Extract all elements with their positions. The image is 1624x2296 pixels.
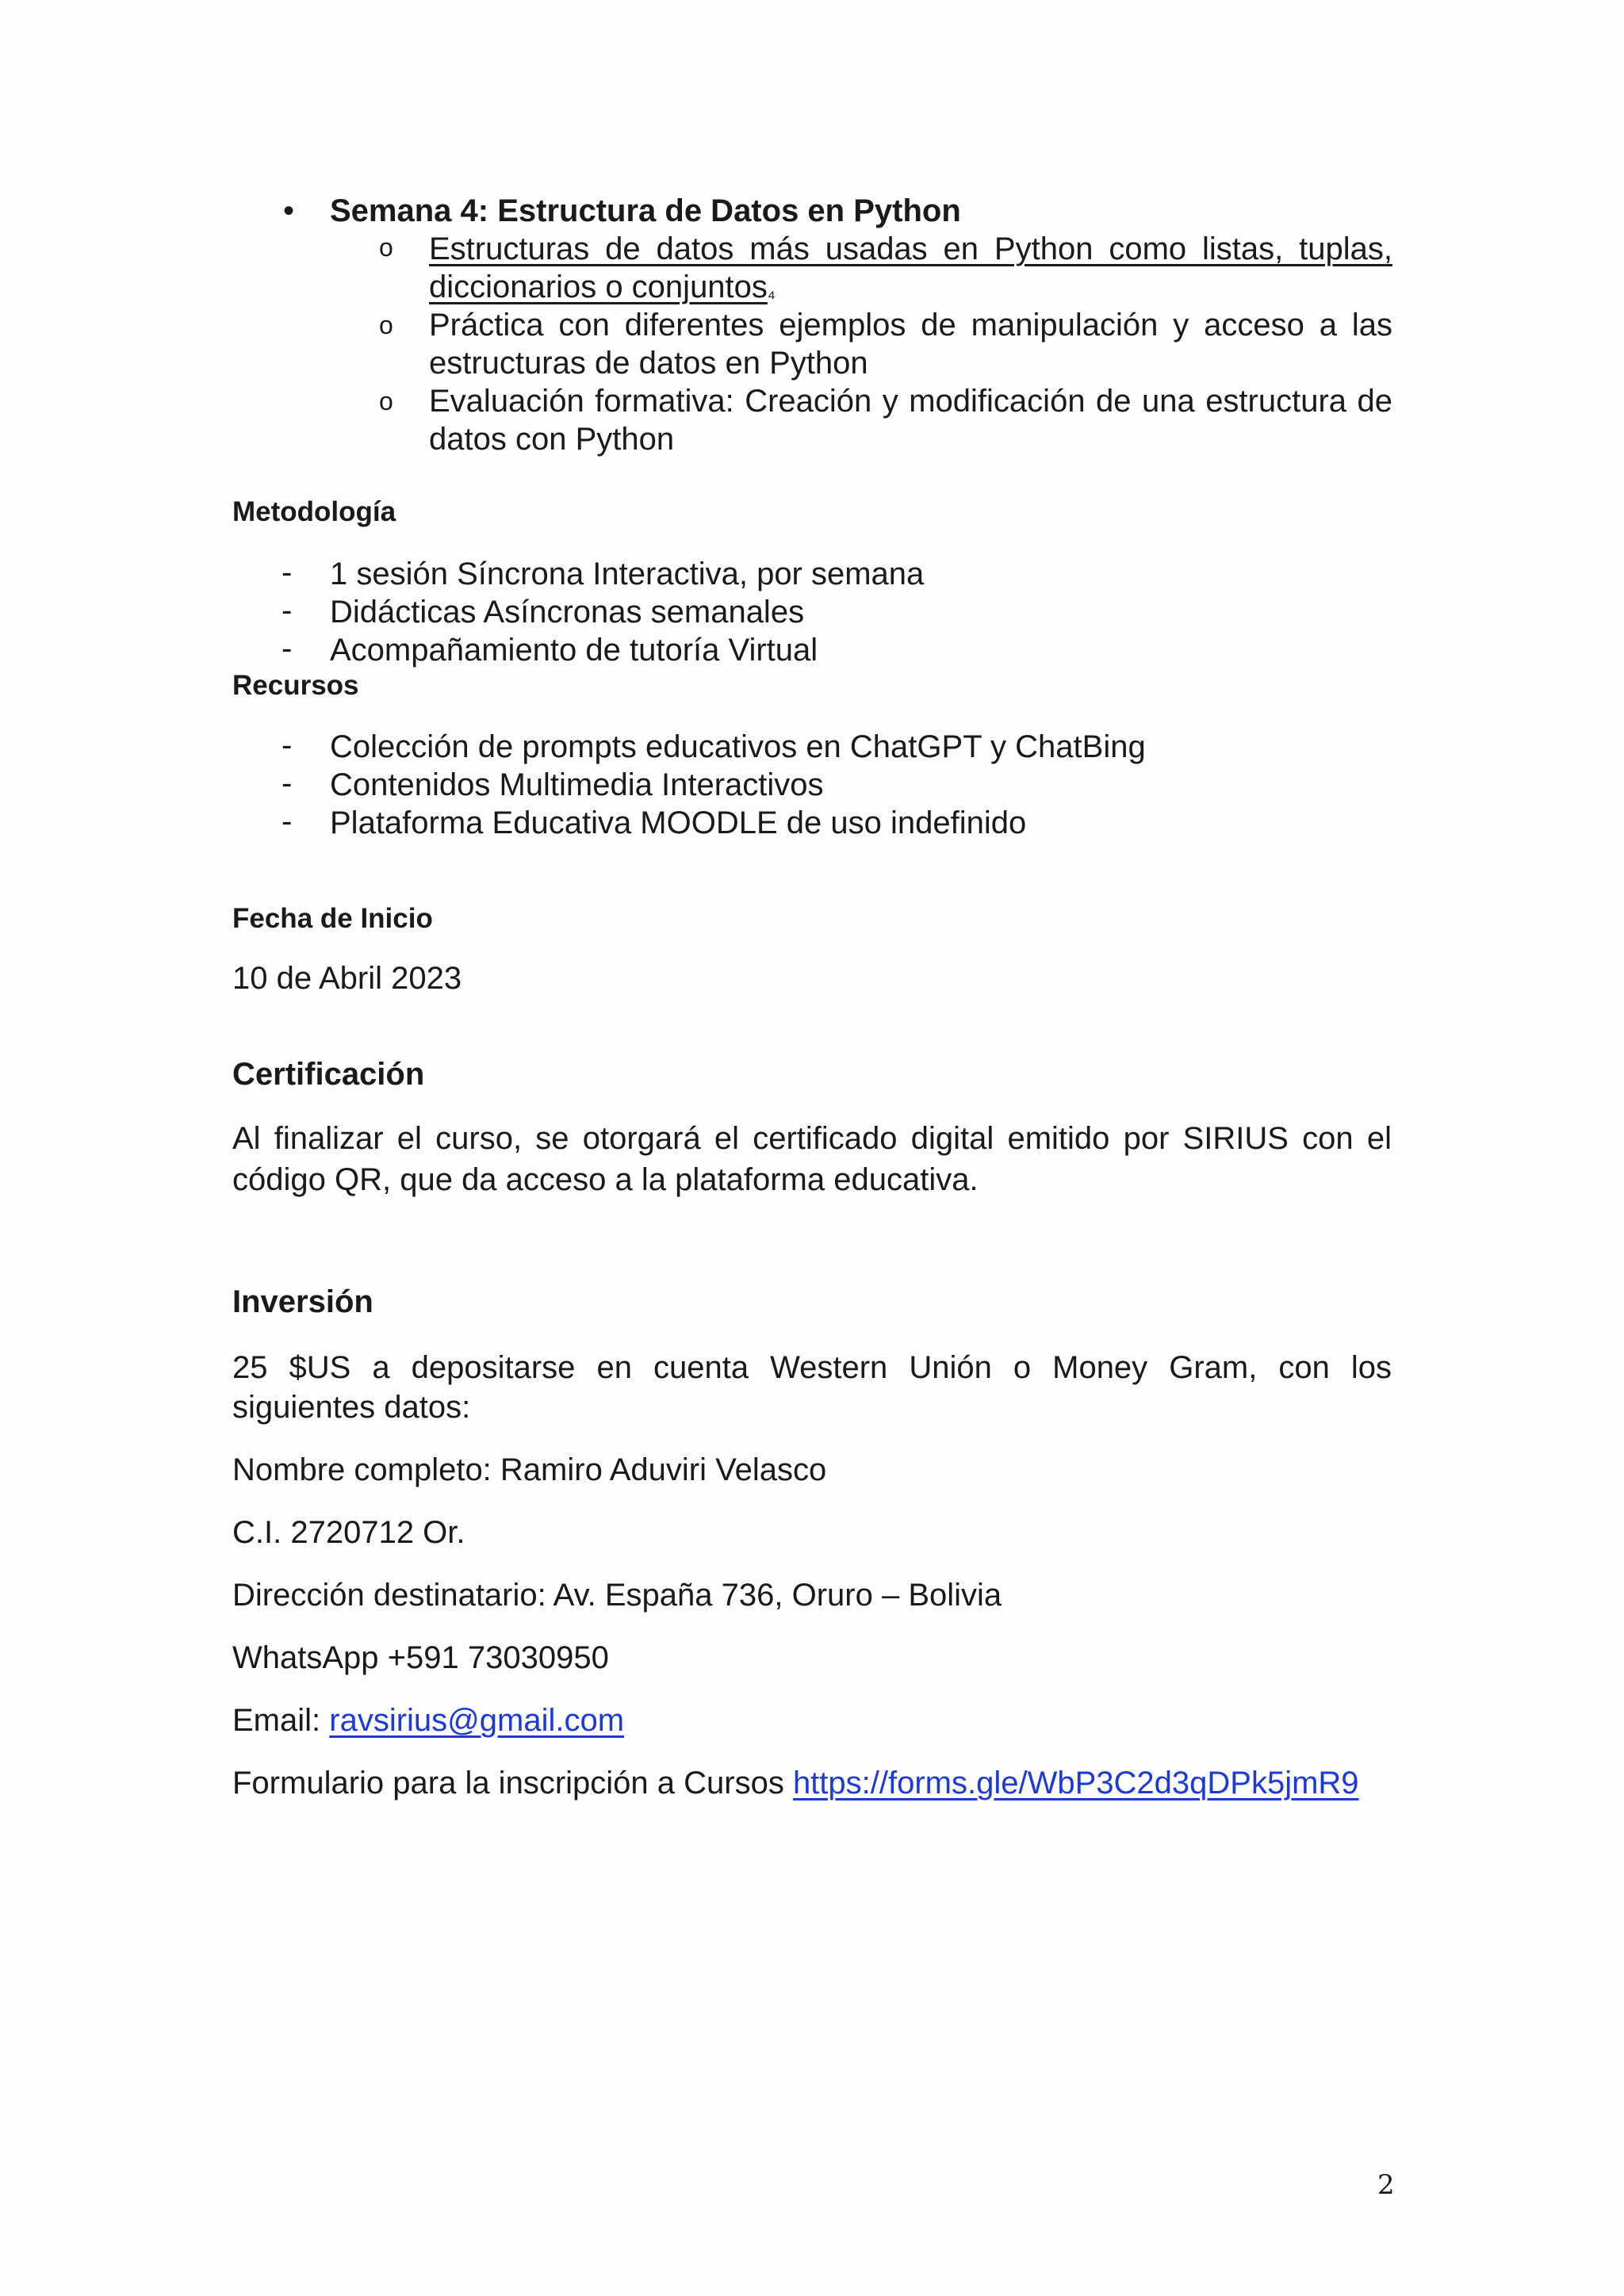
week4-item2-line2: estructuras de datos en Python [429, 346, 868, 381]
sub-bullet-marker: o [379, 233, 393, 262]
week4-item2-line1: Práctica con diferentes ejemplos de manipulación y acceso a las [429, 308, 1392, 342]
week4-item3-line2: datos con Python [429, 422, 675, 457]
certificacion-line1: Al finalizar el curso, se otorgará el certificado digital emitido por SIRIUS con el [232, 1121, 1392, 1156]
nombre-completo: Nombre completo: Ramiro Aduviri Velasco [232, 1452, 827, 1487]
recursos-heading: Recursos [232, 670, 359, 701]
week4-item3-line1: Evaluación formativa: Creación y modificación de una estructura de [429, 384, 1392, 419]
metodologia-item: Acompañamiento de tutoría Virtual [330, 633, 818, 668]
whatsapp: WhatsApp +591 73030950 [232, 1640, 609, 1675]
email-link[interactable]: ravsirius@gmail.com [329, 1703, 625, 1738]
metodologia-item: Didácticas Asíncronas semanales [330, 595, 805, 629]
week4-item1-line1: Estructuras de datos más usadas en Python como listas, tuplas, [429, 232, 1392, 266]
bullet-marker: • [283, 193, 295, 228]
form-line [232, 1764, 1359, 1802]
dash-marker: - [282, 631, 293, 666]
fecha-value: 10 de Abril 2023 [232, 961, 462, 996]
inversion-line1: 25 $US a depositarse en cuenta Western Unión o Money Gram, con los [232, 1350, 1392, 1385]
inversion-line2: siguientes datos: [232, 1390, 471, 1425]
direccion: Dirección destinatario: Av. España 736, Oruro – Bolivia [232, 1578, 1002, 1613]
week4-item1-line2-text: diccionarios o conjuntos [429, 270, 768, 304]
dash-marker: - [282, 555, 293, 590]
recursos-item: Contenidos Multimedia Interactivos [330, 767, 824, 802]
dash-marker: - [282, 728, 293, 763]
form-label: Formulario para la inscripción a Cursos [232, 1766, 793, 1800]
sub-bullet-marker: o [379, 311, 393, 339]
recursos-item: Colección de prompts educativos en ChatGPT y ChatBing [330, 729, 1146, 764]
dash-marker: - [282, 593, 293, 628]
week4-title: Semana 4: Estructura de Datos en Python [330, 193, 961, 228]
recursos-item: Plataforma Educativa MOODLE de uso indefinido [330, 806, 1027, 840]
page-number: 2 [1377, 2169, 1395, 2201]
footnote-mark: ₄ [767, 281, 776, 302]
dash-marker: - [282, 766, 293, 801]
ci-number: C.I. 2720712 Or. [232, 1515, 465, 1550]
email-label: Email: [232, 1703, 330, 1738]
week4-item1-line2 [429, 268, 776, 311]
certificacion-line2: código QR, que da acceso a la plataforma educativa. [232, 1162, 979, 1197]
certificacion-heading: Certificación [232, 1057, 425, 1092]
metodologia-heading: Metodología [232, 496, 396, 527]
dash-marker: - [282, 804, 293, 839]
inversion-heading: Inversión [232, 1284, 373, 1319]
fecha-heading: Fecha de Inicio [232, 903, 433, 934]
sub-bullet-marker: o [379, 387, 393, 415]
form-link[interactable]: https://forms.gle/WbP3C2d3qDPk5jmR9 [792, 1766, 1359, 1800]
email-line [232, 1701, 624, 1739]
metodologia-item: 1 sesión Síncrona Interactiva, por semana [330, 557, 925, 591]
